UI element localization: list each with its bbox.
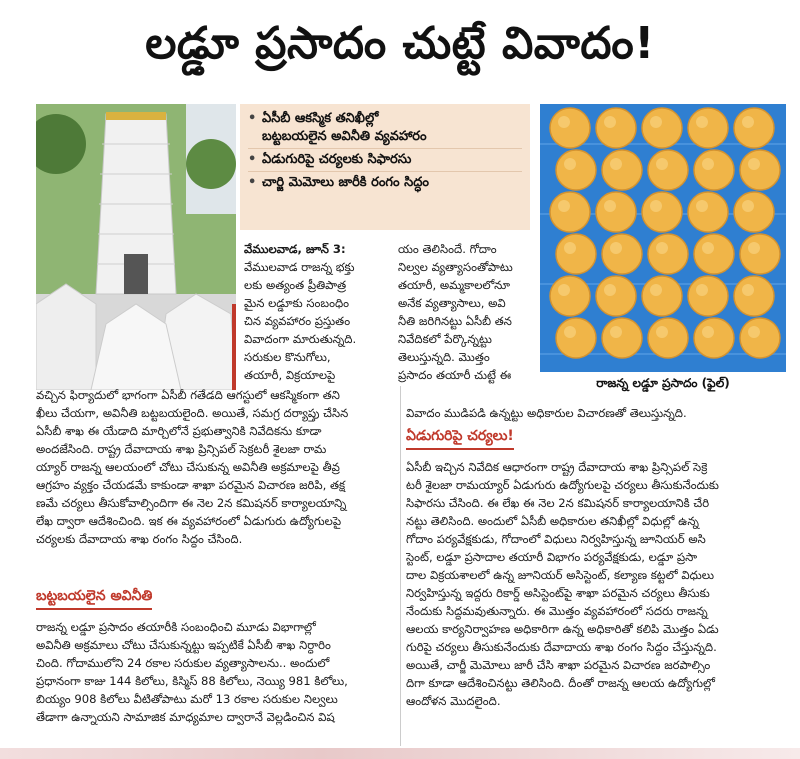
article-column-middle: [398, 240, 538, 384]
text-line: ఆందోళన మొదలైంది.: [406, 694, 501, 708]
laddu-ball: [602, 318, 642, 358]
text-line: తయారీ, అమ్మకాలలోనూ: [398, 278, 510, 292]
headline: లడ్డూ ప్రసాదం చుట్టే వివాదం!: [145, 18, 655, 69]
highlight-line: చార్జి మెమోలు జారీకి రంగం సిద్ధం: [262, 175, 430, 190]
article-column-right: [406, 458, 790, 710]
laddu-highlight: [558, 200, 570, 212]
laddu-highlight: [702, 242, 714, 254]
laddu-highlight: [604, 200, 616, 212]
text-line: ప్రసాదం తయారీ చుట్టే ఈ: [398, 368, 512, 382]
text-line: చిన వ్యవహారం ప్రస్తుతం: [244, 314, 351, 328]
highlight-item: [248, 148, 522, 169]
highlight-line: బట్టబయలైన అవినీతి వ్యవహారం: [262, 129, 427, 144]
laddu-highlight: [564, 158, 576, 170]
text-line: వేములవాడ, జూన్ 3:: [244, 242, 346, 256]
text-line: నీతి జరిగినట్టు ఏసీబీ తన: [398, 314, 512, 328]
text-line: తేడాగా ఉన్నాయని సామాజిక మాధ్యమాల ద్వారానే వెల్లడించిన విష: [36, 710, 335, 724]
text-line: ఏసీబీ శాఖ ఈ యేడాది మార్చిలోనే ప్రభుత్వానికి నివేదికను కూడా: [36, 424, 322, 438]
text-line: నట్టు తెలిసింది. అందులో ఏసీబీ అధికారుల తనిఖీల్లో విధుల్లో ఉన్న: [406, 514, 699, 528]
laddu-ball: [648, 150, 688, 190]
highlight-line: ఏడుగురిపై చర్యలకు సిఫారసు: [262, 152, 412, 167]
laddu-photo: [540, 104, 786, 372]
highlight-item: [248, 171, 522, 192]
text-line: గోదాం పర్యవేక్షకుడు, గోదాంలో విధులు నిర్వహిస్తున్న జూనియర్ అసి: [406, 532, 706, 546]
laddu-highlight: [650, 116, 662, 128]
text-line: రాజన్న లడ్డూ ప్రసాదం తయారీకి సంబంధించి మూడు విభాగాల్లో: [36, 620, 316, 634]
text-line: బియ్యం 908 కిలోలు వీటితోపాటు మరో 13 రకాల సరుకుల నిల్వలు: [36, 692, 338, 706]
text-line: వచ్చిన ఫిర్యాదులో భాగంగా ఏసీబీ గతేడది ఆగస్టులో ఆకస్మికంగా తని: [36, 388, 340, 402]
text-line: లేఖ ద్వారా ఆదేశించింది. ఇక ఈ వ్యవహారంలో ఏడుగురు ఉద్యోగులపై: [36, 514, 342, 528]
laddu-ball: [596, 192, 636, 232]
text-line: అయితే, చార్జీ మెమోలు జారీ చేసి శాఖా పరమైన విచారణ జరపాల్సిం: [406, 658, 711, 672]
text-line: నేందుకు సిద్ధమవుతున్నారు. ఈ మొత్తం వ్యవహారంలో సదరు రాజన్న: [406, 604, 708, 618]
laddu-highlight: [748, 242, 760, 254]
text-line: అందజేసింది. రాష్ట్ర దేవాదాయ శాఖ ప్రిన్సిపల్ సెక్రటరీ శైలజా రామ: [36, 442, 327, 456]
laddu-highlight: [604, 116, 616, 128]
text-line: ఆగ్రహం వ్యక్తం చేయడమే కాకుండా శాఖా పరమైన విచారణ జరిపి, తక్ష: [36, 478, 346, 492]
section-heading-corruption: బట్టబయలైన అవినీతి: [36, 588, 152, 610]
text-line: టరీ శైలజా రామయ్యార్ ఏడుగురు ఉద్యోగులపై చర్యలు తీసుకునేందుకు: [406, 478, 719, 492]
text-line: అవినీతి అక్రమాలు చోటు చేసుకున్నట్టు ఇప్పటికే ఏసీబీ శాఖ నిర్ధారిం: [36, 638, 331, 652]
laddu-highlight: [748, 326, 760, 338]
laddu-ball: [694, 234, 734, 274]
laddu-ball: [596, 108, 636, 148]
highlight-item: [248, 110, 522, 146]
laddu-ball: [734, 192, 774, 232]
laddu-highlight: [656, 326, 668, 338]
laddu-highlight: [742, 200, 754, 212]
text-line: స్టెంట్, లడ్డూ ప్రసాదాల తయారీ విభాగం పర్యవేక్షకుడు, లడ్డూ ప్రసా: [406, 550, 698, 564]
laddu-illustration: [540, 104, 786, 372]
text-line: నివేదికలో పేర్కొన్నట్టు: [398, 332, 492, 346]
section-heading-action: ఏడుగురిపై చర్యలు!: [406, 428, 514, 450]
laddu-highlight: [742, 284, 754, 296]
laddu-highlight: [610, 158, 622, 170]
text-line: నిల్వల వ్యత్యాసంతోపాటు: [398, 260, 513, 274]
bullet-icon: •: [248, 175, 257, 190]
article-column-intro: [244, 240, 392, 384]
bullet-icon: •: [248, 152, 257, 167]
highlight-line: ఏసీబీ ఆకస్మిక తనిఖీల్లో: [262, 111, 379, 126]
bullet-icon: •: [248, 111, 257, 126]
laddu-highlight: [656, 242, 668, 254]
laddu-ball: [550, 276, 590, 316]
laddu-highlight: [702, 158, 714, 170]
laddu-highlight: [748, 158, 760, 170]
laddu-ball: [642, 108, 682, 148]
laddu-ball: [596, 276, 636, 316]
text-line: తెలుస్తున్నది. మొత్తం: [398, 350, 490, 364]
text-line: చర్యలకు దేవాదాయ శాఖ రంగం సిద్ధం చేసింది.: [36, 532, 243, 546]
laddu-ball: [734, 108, 774, 148]
text-line: వివాదంగా మారుతున్నది.: [244, 332, 357, 346]
photo-caption: రాజన్న లడ్డూ ప్రసాదం (ఫైల్): [596, 376, 730, 390]
laddu-highlight: [696, 116, 708, 128]
laddu-highlight: [610, 242, 622, 254]
laddu-highlight: [610, 326, 622, 338]
column-divider: [400, 386, 401, 746]
text-line: యం తెలిసిందే. గోదాం: [398, 242, 497, 256]
text-line: అనేక వ్యత్యాసాలు, అవి: [398, 296, 506, 310]
laddu-highlight: [696, 200, 708, 212]
laddu-ball: [740, 318, 780, 358]
text-line: చింది. గోదాములోని 24 రకాల సరుకుల వ్యత్యాసాలను.. అందులో: [36, 656, 330, 670]
laddu-ball: [556, 318, 596, 358]
text-line: లకు అత్యంత ప్రీతిపాత్ర: [244, 278, 347, 292]
laddu-ball: [694, 150, 734, 190]
laddu-ball: [740, 234, 780, 274]
temple-illustration: [36, 104, 236, 390]
laddu-highlight: [650, 284, 662, 296]
laddu-ball: [648, 318, 688, 358]
laddu-highlight: [742, 116, 754, 128]
laddu-ball: [734, 276, 774, 316]
text-line: ప్రధానంగా కాజు 144 కిలోలు, కిస్మిస్ 88 కిలోలు, నెయ్యి 981 కిలోలు,: [36, 674, 348, 688]
article-continuation: [406, 404, 786, 422]
laddu-ball: [556, 150, 596, 190]
laddu-highlight: [558, 284, 570, 296]
text-line: ఆలయ కార్యనిర్వాహణ అధికారిగా ఉన్న అధికారితో కలిపి మొత్తం ఏడు: [406, 622, 719, 636]
bottom-strip: [0, 748, 800, 759]
laddu-ball: [642, 192, 682, 232]
laddu-highlight: [696, 284, 708, 296]
laddu-highlight: [564, 326, 576, 338]
laddu-ball: [550, 108, 590, 148]
laddu-ball: [602, 234, 642, 274]
laddu-ball: [694, 318, 734, 358]
laddu-highlight: [604, 284, 616, 296]
laddu-highlight: [656, 158, 668, 170]
text-line: వేములవాడ రాజన్న భక్తు: [244, 260, 355, 274]
text-line: య్యార్ రాజన్న ఆలయంలో చోటు చేసుకున్న అవినీతి అక్రమాలపై తీవ్ర: [36, 460, 340, 474]
laddu-ball: [688, 108, 728, 148]
text-line: ఏసీబీ ఇచ్చిన నివేదిక ఆధారంగా రాష్ట్ర దేవాదాయ శాఖ ప్రిన్సిపల్ సెక్రె: [406, 460, 708, 474]
laddu-ball: [550, 192, 590, 232]
temple-photo: [36, 104, 236, 390]
text-line: తయారీ, విక్రయాలపై: [244, 368, 336, 382]
text-line: సరుకుల కొనుగోలు,: [244, 350, 331, 364]
laddu-ball: [556, 234, 596, 274]
text-line: గురిపై చర్యలు తీసుకునేందుకు దేవాదాయ శాఖ రంగం సిద్ధం చేస్తున్నది.: [406, 640, 717, 654]
laddu-highlight: [702, 326, 714, 338]
text-line: వివాదం ముడిపడి ఉన్నట్టు అధికారుల విచారణతో తెలుస్తున్నది.: [406, 406, 687, 420]
highlights-box: [240, 104, 530, 230]
laddu-highlight: [558, 116, 570, 128]
text-line: దిగా కూడా ఆదేశించినట్టు తెలిసింది. దీంతో రాజన్న ఆలయ ఉద్యోగుల్లో: [406, 676, 715, 690]
laddu-ball: [688, 192, 728, 232]
text-line: దాల విక్రయశాలలో ఉన్న జూనియర్ అసిస్టెంట్, కల్యాణ కట్టలో విధులు: [406, 568, 715, 582]
article-column-left: [36, 386, 396, 548]
laddu-ball: [740, 150, 780, 190]
laddu-ball: [642, 276, 682, 316]
text-line: ఖీలు చేయగా, అవినీతి బట్టబయలైంది. అయితే, సమగ్ర దర్యాప్తు చేసిన: [36, 406, 349, 420]
laddu-ball: [602, 150, 642, 190]
laddu-highlight: [564, 242, 576, 254]
laddu-ball: [648, 234, 688, 274]
text-line: మైన లడ్డూకు సంబంధిం: [244, 296, 350, 310]
text-line: సిఫారసు చేసింది. ఈ లేఖ ఈ నెల 2న కమిషనర్ కార్యాలయానికి చేరి: [406, 496, 710, 510]
text-line: నిర్వహిస్తున్న ఇద్దరు రికార్డ్ అసిస్టెంట్‌పై శాఖా పరమైన చర్యలు తీసుకు: [406, 586, 710, 600]
text-line: ణమే చర్యలు తీసుకోవాల్సిందిగా ఈ నెల 2న కమిషనర్ కార్యాలయాన్ని: [36, 496, 347, 510]
laddu-ball: [688, 276, 728, 316]
article-column-left-lower: [36, 618, 398, 726]
laddu-highlight: [650, 200, 662, 212]
